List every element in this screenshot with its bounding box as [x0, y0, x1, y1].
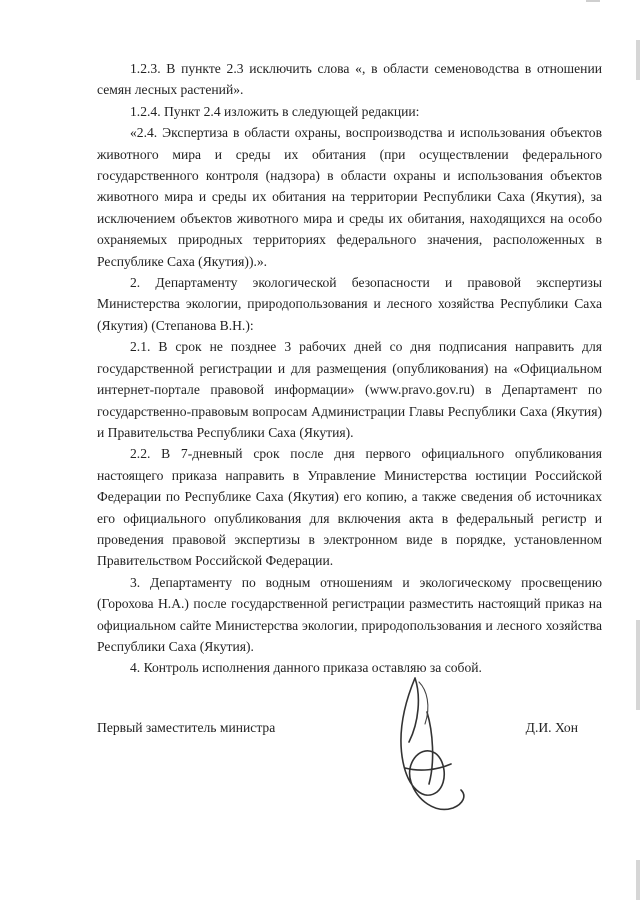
- signatory-title: Первый заместитель министра: [97, 720, 276, 735]
- paragraph-2-1: 2.1. В срок не позднее 3 рабочих дней со дня подписания направить для государственной регистрации и для размещения (опубликования) на «Официальном интернет-портале правовой информации» (www.pravo.gov.ru) в Департамент по государственно-правовым вопросам Администрации Главы Республики Саха (Якутия) и Правительства Республики Саха (Якутия).: [97, 339, 602, 440]
- scan-edge-shadow: [636, 860, 640, 900]
- scan-artifact: [586, 0, 600, 2]
- paragraph-4: 4. Контроль исполнения данного приказа оставляю за собой.: [130, 660, 482, 676]
- paragraph-1-2-4: 1.2.4. Пункт 2.4 изложить в следующей редакции:: [130, 103, 420, 119]
- signature-block: [97, 720, 602, 744]
- signatory-name: Д.И. Хон: [525, 720, 578, 735]
- paragraph-2-4-quote: «2.4. Экспертиза в области охраны, воспроизводства и использования объектов животного мира и среды их обитания (при осуществлении федерального государственного контроля (надзора) в области охраны и использования объектов животного мира и среды их обитания на территории Республики Саха (Якутия), за исключением объектов животного мира и среды их обитания, находящихся на особо охраняемых природных территориях федерального значения, расположенных в Республике Саха (Якутия)).».: [97, 125, 602, 269]
- paragraph-2-2: 2.2. В 7-дневный срок после дня первого официального опубликования настоящего приказа направить в Управление Министерства юстиции Российской Федерации по Республике Саха (Якутия) его копию, а также сведения об источниках его официального опубликования для включения акта в федеральный регистр и проведения правовой экспертизы в электронном виде в порядке, установленном Правительством Российской Федерации.: [97, 446, 602, 569]
- handwritten-signature-icon: [375, 672, 475, 822]
- document-body: [97, 58, 602, 679]
- paragraph-1-2-3: 1.2.3. В пункте 2.3 исключить слова «, в области семеноводства в отношении семян лесных растений».: [97, 61, 602, 98]
- paragraph-2: 2. Департаменту экологической безопасности и правовой экспертизы Министерства экологии, природопользования и лесного хозяйства Республики Саха (Якутия) (Степанова В.Н.):: [97, 275, 602, 333]
- paragraph-3: 3. Департаменту по водным отношениям и экологическому просвещению (Горохова Н.А.) после государственной регистрации разместить настоящий приказ на официальном сайте Министерства экологии, природопользования и лесного хозяйства Республики Саха (Якутия).: [97, 574, 602, 654]
- scan-edge-shadow: [636, 620, 640, 710]
- scan-edge-shadow: [636, 40, 640, 80]
